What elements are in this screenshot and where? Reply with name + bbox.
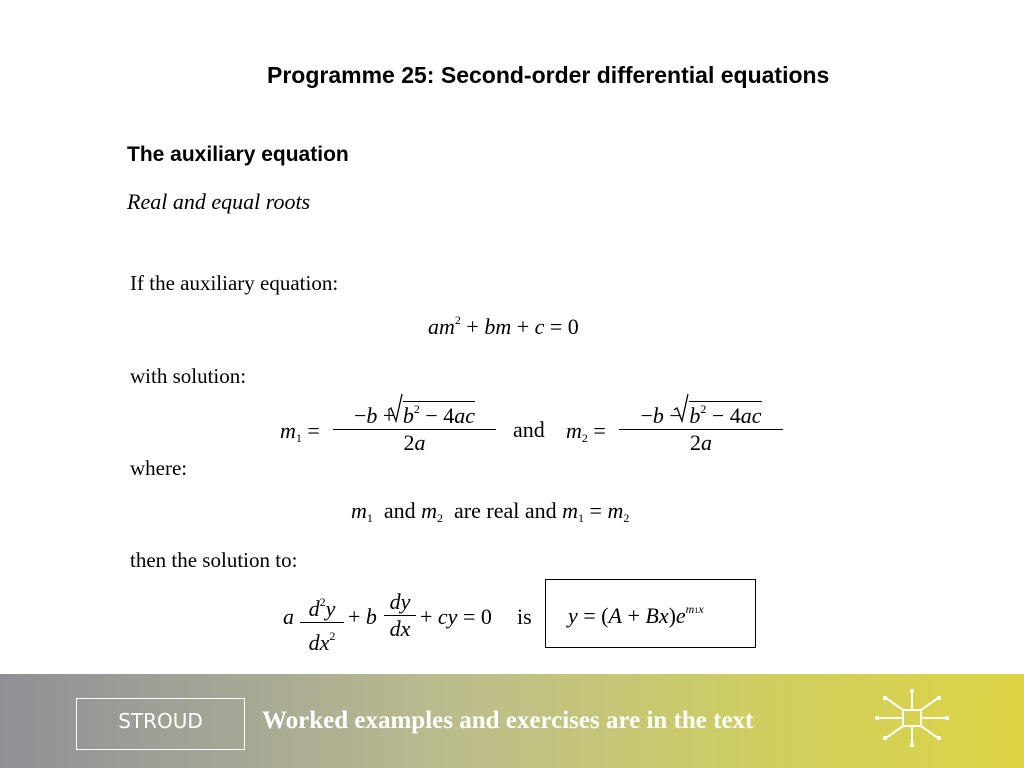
solution-box [545,579,756,648]
solution-equation: $y = (A + Bx)e^{m1x}$ [568,602,704,628]
footer-bar [0,674,1024,768]
intro-text: If the auxiliary equation: [130,271,339,295]
section-subtitle: Real and equal roots [127,189,311,214]
where-text: where: [130,456,188,480]
roots-condition: $m_1$ and $m_2$ are real and $m_1 = m_2$ [351,498,630,525]
and-word: and [513,417,545,442]
condition-and: and [383,498,416,523]
with-solution-text: with solution: [130,364,247,388]
then-text: then the solution to: [130,548,298,572]
page-title: Programme 25: Second-order differential equations [267,62,830,88]
circuit-node-icon [872,688,952,755]
condition-are-real-and: are real and [454,498,557,523]
is-word: is [517,604,532,629]
stroud-brand: STROUD [76,698,245,750]
footer-message: Worked examples and exercises are in the text [262,707,754,734]
auxiliary-equation: $am^2$ + bm + c = 0 [428,313,579,339]
section-title: The auxiliary equation [127,143,349,166]
